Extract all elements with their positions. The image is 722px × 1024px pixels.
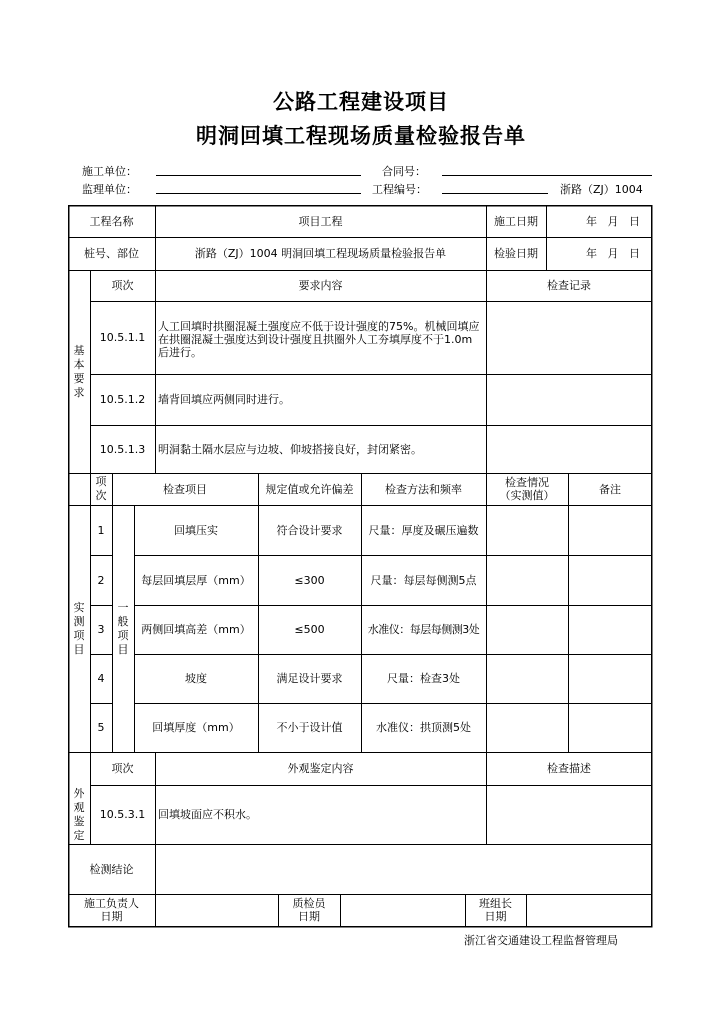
- basic-row2-record[interactable]: [486, 374, 652, 425]
- qc-sign-field[interactable]: [340, 894, 465, 926]
- measured-col-note: 备注: [599, 482, 621, 496]
- leader-label: 施工负责人: [84, 897, 139, 910]
- measured-row4-note[interactable]: [568, 654, 652, 703]
- title-line2: 明洞回填工程现场质量检验报告单: [196, 124, 526, 148]
- measured-col-method: 检查方法和频率: [385, 482, 462, 496]
- conclusion-label: 检测结论: [89, 862, 134, 876]
- measured-section-label: [68, 505, 90, 752]
- appearance-row1-code: 10.5.3.1: [99, 808, 146, 821]
- qc-label: 质检员: [292, 897, 326, 910]
- measured-col-spec: 规定值或允许偏差: [265, 482, 354, 496]
- supervisor-label: 监理单位：: [82, 183, 137, 196]
- measured-col-item: [90, 473, 112, 505]
- appearance-row1-desc[interactable]: [486, 785, 652, 844]
- form-code: 浙路（ZJ）1004: [560, 183, 643, 196]
- measured-row5-note[interactable]: [568, 703, 652, 752]
- measured-row3-note[interactable]: [568, 605, 652, 654]
- appearance-section-text: 外观鉴定: [73, 786, 85, 842]
- construction-date-label: 施工日期: [494, 214, 538, 228]
- measured-col-item-text: 项次: [95, 475, 107, 502]
- basic-row1-record[interactable]: [486, 301, 652, 374]
- basic-row1-text: 人工回填时拱圈混凝土强度应不低于设计强度的75%。机械回填应在拱圈混凝土强度达到设计强度且拱圈外人工夯填厚度不于1.0m后进行。: [158, 320, 480, 359]
- team-date-label: 日期: [484, 910, 507, 923]
- appearance-col-item: 项次: [111, 762, 134, 775]
- basic-row3-record[interactable]: [486, 425, 652, 473]
- measured-row4-spec: 满足设计要求: [276, 672, 343, 685]
- measured-row2-spec: ≤300: [294, 573, 325, 587]
- project-name-value: 项目工程: [298, 214, 343, 228]
- inspection-date-label: 检验日期: [494, 247, 538, 260]
- team-sign-label: [465, 894, 526, 926]
- appearance-section-label-inner: [68, 785, 90, 844]
- basic-section-label: [68, 270, 90, 473]
- appearance-row1-text: 回填坡面应不积水。: [158, 808, 257, 821]
- measured-row1-note[interactable]: [568, 505, 652, 555]
- leader-sign-field[interactable]: [155, 894, 278, 926]
- construction-date-value: 年 月 日: [586, 214, 640, 228]
- measured-section-text: 实测项目: [73, 600, 85, 656]
- leader-date-label: 日期: [100, 910, 123, 923]
- measured-row1-spec: 符合设计要求: [276, 523, 343, 537]
- measured-row1-result[interactable]: [486, 505, 568, 555]
- basic-col-record: 检查记录: [547, 279, 591, 292]
- team-sign-field[interactable]: [526, 894, 652, 926]
- measured-row2-note[interactable]: [568, 555, 652, 605]
- measured-row4-no: 4: [97, 672, 105, 685]
- title-line1: 公路工程建设项目: [273, 90, 449, 114]
- appearance-col-content: 外观鉴定内容: [287, 762, 354, 775]
- basic-col-content: 要求内容: [298, 279, 343, 292]
- measured-row3-item: 两侧回填高差（mm）: [141, 623, 251, 636]
- basic-section-text: 基本要求: [73, 343, 85, 399]
- measured-row3-method: 水准仪：每层每侧测3处: [367, 623, 480, 636]
- qc-sign-label: [278, 894, 340, 926]
- project-no-label: 工程编号：: [372, 183, 427, 196]
- general-items-text: 一般项目: [117, 600, 129, 656]
- footer-authority: 浙江省交通建设工程监督管理局: [464, 934, 618, 947]
- measured-row2-method: 尺量：每层每侧测5点: [370, 573, 477, 587]
- measured-row2-result[interactable]: [486, 555, 568, 605]
- measured-row4-result[interactable]: [486, 654, 568, 703]
- basic-row2-text: 墙背回填应两侧同时进行。: [158, 393, 290, 406]
- measured-row3-no: 3: [97, 623, 105, 636]
- leader-sign-label: [68, 894, 155, 926]
- measured-row5-result[interactable]: [486, 703, 568, 752]
- basic-row3-text: 明洞黏土隔水层应与边坡、仰坡搭接良好，封闭紧密。: [158, 442, 422, 456]
- basic-row2-code: 10.5.1.2: [99, 393, 146, 406]
- qc-date-label: 日期: [298, 910, 320, 923]
- appearance-col-desc: 检查描述: [547, 762, 591, 775]
- project-name-label: 工程名称: [89, 214, 134, 228]
- contractor-label: 施工单位：: [82, 165, 137, 178]
- pile-value: 浙路（ZJ）1004 明洞回填工程现场质量检验报告单: [194, 247, 447, 260]
- conclusion-value[interactable]: [155, 844, 652, 894]
- measured-row1-method: 尺量：厚度及碾压遍数: [368, 523, 479, 537]
- measured-row2-item: 每层回填层厚（mm）: [141, 573, 251, 587]
- measured-row3-spec: ≤500: [294, 623, 325, 636]
- measured-row3-result[interactable]: [486, 605, 568, 654]
- measured-row4-item: 坡度: [185, 672, 207, 685]
- basic-row1-code: 10.5.1.1: [99, 331, 146, 344]
- pile-label: 桩号、部位: [84, 247, 139, 260]
- general-items-label: [112, 505, 134, 752]
- measured-row5-method: 水准仪：拱顶测5处: [376, 721, 471, 734]
- measured-row2-no: 2: [97, 573, 105, 587]
- measured-row1-no: 1: [97, 523, 105, 537]
- measured-row5-item: 回填厚度（mm）: [152, 721, 240, 734]
- inspection-date-value: 年 月 日: [586, 247, 640, 260]
- measured-row5-spec: 不小于设计值: [276, 721, 343, 734]
- measured-col-result: 检查情况（实测值）: [499, 476, 555, 502]
- contract-no-label: 合同号：: [382, 165, 426, 178]
- measured-row1-item: 回填压实: [174, 523, 218, 537]
- measured-col-check: 检查项目: [163, 482, 207, 496]
- measured-row5-no: 5: [97, 721, 105, 734]
- measured-row4-method: 尺量：检查3处: [387, 672, 460, 685]
- team-label: 班组长: [479, 897, 512, 910]
- basic-col-item: 项次: [111, 279, 134, 292]
- basic-row3-code: 10.5.1.3: [99, 442, 146, 456]
